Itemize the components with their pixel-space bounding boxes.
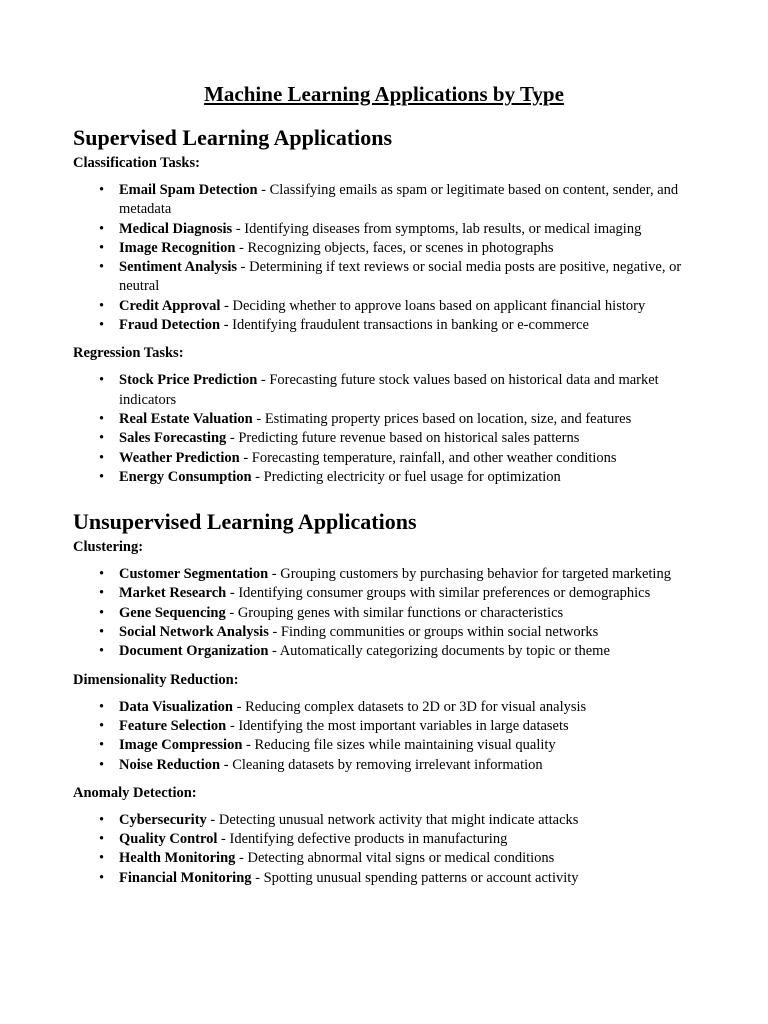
- list-item: [73, 736, 693, 755]
- item-description: - Determining if text reviews or social media posts are positive, negative, or neutral: [119, 259, 682, 295]
- list-item: [73, 410, 693, 429]
- item-term: Health Monitoring: [119, 850, 236, 867]
- item-description: - Classifying emails as spam or legitimate based on content, sender, and metadata: [119, 182, 679, 218]
- item-term: Feature Selection: [119, 717, 227, 734]
- item-description: - Predicting future revenue based on historical sales patterns: [226, 430, 580, 447]
- item-term: Customer Segmentation: [119, 566, 269, 583]
- section-heading: Unsupervised Learning Applications: [73, 509, 417, 535]
- item-term: Credit Approval: [119, 297, 221, 314]
- item-term: Cybersecurity: [119, 811, 207, 828]
- list-item: [73, 181, 693, 220]
- item-term: Quality Control: [119, 831, 218, 848]
- item-description: - Identifying consumer groups with similar preferences or demographics: [226, 585, 651, 602]
- subsection-label: Anomaly Detection:: [73, 784, 197, 801]
- document-title: Machine Learning Applications by Type: [204, 82, 564, 106]
- document-body: [73, 123, 693, 888]
- item-term: Energy Consumption: [119, 468, 252, 485]
- item-term: Weather Prediction: [119, 449, 240, 466]
- list-item: [73, 220, 693, 239]
- subsection-label: Regression Tasks:: [73, 345, 184, 362]
- item-description: - Reducing file sizes while maintaining visual quality: [242, 737, 556, 754]
- item-description: - Grouping genes with similar functions or characteristics: [225, 604, 564, 621]
- list-item: [73, 849, 693, 868]
- item-description: - Detecting unusual network activity that might indicate attacks: [206, 811, 579, 828]
- list-item: [73, 429, 693, 448]
- item-description: - Grouping customers by purchasing behavior for targeted marketing: [268, 566, 671, 583]
- list-item: [73, 371, 693, 410]
- bullet-list: [73, 181, 693, 335]
- subsection-label: Dimensionality Reduction:: [73, 671, 239, 688]
- item-term: Document Organization: [119, 643, 269, 660]
- list-item: [73, 830, 693, 849]
- list-item: [73, 604, 693, 623]
- list-item: [73, 258, 693, 297]
- section-heading: Supervised Learning Applications: [73, 125, 393, 150]
- item-description: - Identifying the most important variables in large datasets: [226, 717, 569, 734]
- item-term: Market Research: [119, 585, 227, 602]
- item-description: - Identifying diseases from symptoms, lab results, or medical imaging: [232, 220, 642, 237]
- item-term: Noise Reduction: [119, 756, 221, 773]
- item-description: - Automatically categorizing documents by topic or theme: [268, 643, 610, 660]
- list-item: [73, 717, 693, 736]
- item-term: Email Spam Detection: [119, 182, 258, 198]
- bullet-list: [73, 811, 693, 888]
- list-item: [73, 584, 693, 603]
- subsection-label: Clustering:: [73, 539, 144, 556]
- bullet-list: [73, 565, 693, 661]
- item-description: - Identifying fraudulent transactions in banking or e-commerce: [220, 317, 589, 334]
- item-term: Data Visualization: [119, 698, 233, 715]
- item-description: - Deciding whether to approve loans based on applicant financial history: [220, 297, 646, 314]
- item-term: Stock Price Prediction: [119, 372, 258, 389]
- item-description: - Detecting abnormal vital signs or medical conditions: [235, 850, 555, 867]
- item-term: Sales Forecasting: [119, 430, 227, 447]
- item-description: - Forecasting temperature, rainfall, and other weather conditions: [239, 449, 617, 466]
- list-item: [73, 565, 693, 584]
- item-term: Real Estate Valuation: [119, 410, 253, 427]
- item-term: Image Compression: [119, 737, 243, 754]
- item-description: - Estimating property prices based on location, size, and features: [252, 410, 632, 427]
- list-item: [73, 811, 693, 830]
- list-item: [73, 623, 693, 642]
- item-description: - Finding communities or groups within social networks: [268, 624, 599, 641]
- list-item: [73, 297, 693, 316]
- item-term: Sentiment Analysis: [119, 259, 238, 276]
- item-term: Gene Sequencing: [119, 604, 226, 621]
- list-item: [73, 756, 693, 775]
- list-item: [73, 642, 693, 661]
- item-term: Medical Diagnosis: [119, 220, 233, 237]
- list-item: [73, 239, 693, 258]
- item-description: - Recognizing objects, faces, or scenes in photographs: [235, 239, 554, 256]
- item-description: - Predicting electricity or fuel usage for optimization: [251, 468, 561, 485]
- bullet-list: [73, 371, 693, 487]
- item-description: - Forecasting future stock values based on historical data and market indicators: [119, 372, 659, 408]
- item-description: - Identifying defective products in manufacturing: [217, 831, 508, 848]
- list-item: [73, 316, 693, 335]
- list-item: [73, 869, 693, 888]
- item-term: Image Recognition: [119, 239, 236, 256]
- item-term: Financial Monitoring: [119, 869, 252, 886]
- item-term: Fraud Detection: [119, 317, 221, 334]
- item-term: Social Network Analysis: [119, 624, 269, 641]
- bullet-list: [73, 698, 693, 775]
- item-description: - Reducing complex datasets to 2D or 3D for visual analysis: [233, 698, 587, 715]
- item-description: - Spotting unusual spending patterns or account activity: [251, 869, 579, 886]
- item-description: - Cleaning datasets by removing irrelevant information: [220, 756, 543, 773]
- list-item: [73, 468, 693, 487]
- subsection-label: Classification Tasks:: [73, 155, 200, 171]
- list-item: [73, 698, 693, 717]
- list-item: [73, 449, 693, 468]
